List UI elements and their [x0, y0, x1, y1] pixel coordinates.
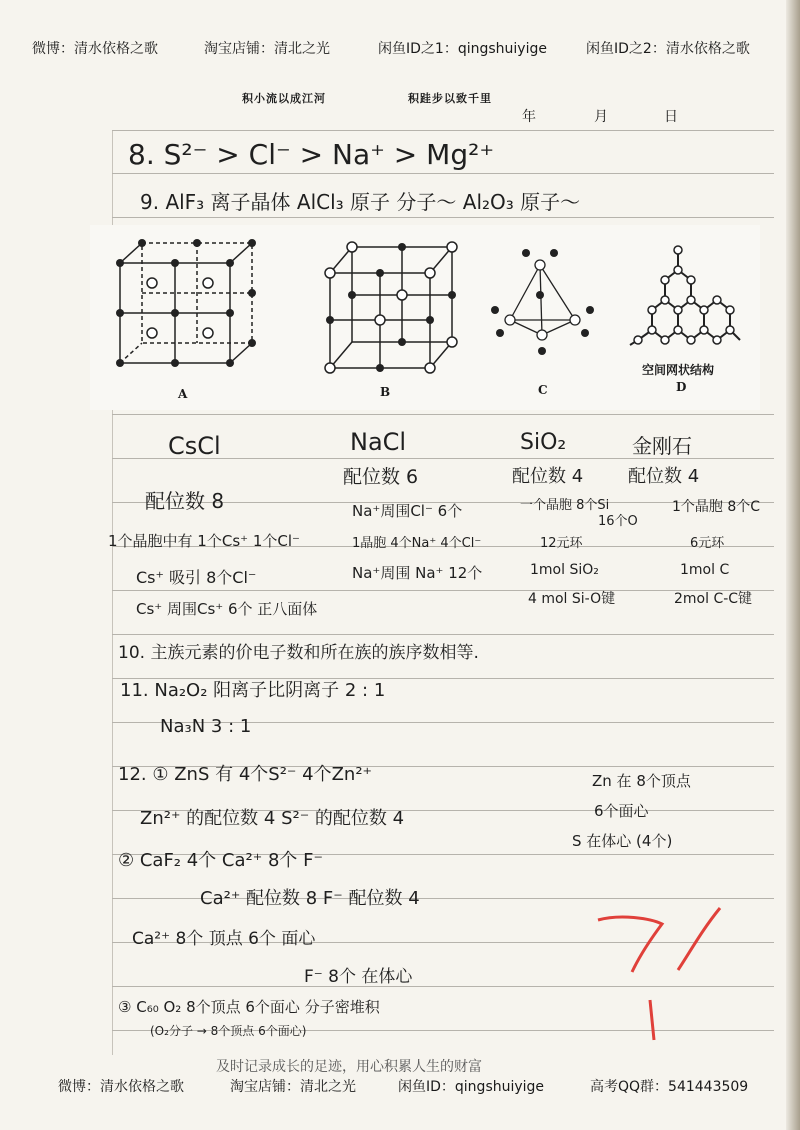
ruled-line	[112, 130, 774, 131]
footer-weibo: 微博：清水依格之歌	[58, 1079, 184, 1095]
diamond-line2: 1个晶胞 8个C	[672, 499, 761, 515]
cscl-line2: 1个晶胞中有 1个Cs⁺ 1个Cl⁻	[108, 532, 300, 550]
diamond-line5: 2mol C-C键	[674, 591, 753, 607]
cscl-line1: 配位数 8	[145, 489, 225, 513]
label-d-caption: 空间网状结构	[642, 363, 715, 377]
structure-b	[325, 242, 457, 373]
diamond-line3: 6元环	[690, 536, 725, 551]
note-q12-right2: 6个面心	[594, 802, 649, 820]
note-q11a: 11. Na₂O₂ 阳离子比阴离子 2 : 1	[120, 680, 386, 701]
note-q12-right1: Zn 在 8个顶点	[592, 772, 691, 790]
footer-xianyu: 闲鱼ID：qingshuiyige	[398, 1079, 545, 1095]
cscl-title: CsCl	[168, 432, 221, 460]
header-weibo: 微博：清水依格之歌	[32, 41, 158, 57]
sio2-line1: 配位数 4	[512, 466, 584, 487]
diamond-line1: 配位数 4	[628, 466, 700, 487]
header-xianyu2: 闲鱼ID之2：清水依格之歌	[586, 41, 750, 57]
red-grade-mark	[580, 900, 740, 1050]
note-q12g: ③ C₆₀ O₂ 8个顶点 6个面心 分子密堆积	[118, 998, 380, 1016]
structure-d	[630, 246, 740, 345]
note-q12c: ② CaF₂ 4个 Ca²⁺ 8个 F⁻	[118, 850, 323, 871]
sio2-line2b: 16个O	[598, 514, 638, 529]
date-day: 日	[664, 109, 678, 125]
note-q8: 8. S²⁻ > Cl⁻ > Na⁺ > Mg²⁺	[128, 138, 495, 171]
date-year: 年	[522, 109, 536, 125]
header-taobao: 淘宝店铺：清北之光	[204, 41, 330, 57]
note-q10: 10. 主族元素的价电子数和所在族的族序数相等.	[118, 643, 479, 663]
nacl-title: NaCl	[350, 428, 407, 456]
label-c: C	[538, 383, 548, 397]
label-a: A	[178, 387, 188, 401]
ruled-line	[112, 634, 774, 635]
note-q9: 9. AlF₃ 离子晶体 AlCl₃ 原子 分子～ Al₂O₃ 原子～	[140, 190, 581, 214]
footer-qq: 高考QQ群：541443509	[590, 1079, 749, 1095]
structure-a	[116, 239, 256, 367]
cscl-line4: Cs⁺ 周围Cs⁺ 6个 正八面体	[136, 600, 318, 618]
sio2-line4: 1mol SiO₂	[530, 562, 599, 578]
nacl-line3: 1晶胞 4个Na⁺ 4个Cl⁻	[352, 536, 482, 551]
nacl-line4: Na⁺周围 Na⁺ 12个	[352, 564, 483, 582]
motto-left: 积小流以成江河	[242, 92, 326, 105]
page-edge	[786, 0, 800, 1130]
structure-c	[491, 249, 594, 355]
cscl-line3: Cs⁺ 吸引 8个Cl⁻	[136, 568, 257, 587]
note-q12a: 12. ① ZnS 有 4个S²⁻ 4个Zn²⁺	[118, 764, 373, 785]
label-b: B	[380, 385, 391, 399]
sio2-line3: 12元环	[540, 536, 583, 551]
motto-right: 积跬步以致千里	[408, 92, 492, 105]
crystal-structure-figure	[90, 225, 760, 410]
diamond-title: 金刚石	[632, 434, 692, 458]
crystal-diagrams	[90, 225, 760, 410]
sio2-line2: 一个晶胞 8个Si	[520, 498, 610, 513]
nacl-line2: Na⁺周围Cl⁻ 6个	[352, 502, 463, 520]
sio2-title: SiO₂	[520, 430, 567, 455]
footer-overlay-slogan: 及时记录成长的足迹，用心积累人生的财富	[216, 1059, 482, 1075]
nacl-line1: 配位数 6	[343, 466, 419, 488]
header-xianyu1: 闲鱼ID之1：qingshuiyige	[378, 41, 547, 57]
diamond-line4: 1mol C	[680, 562, 730, 578]
note-q12e: Ca²⁺ 8个 顶点 6个 面心	[132, 929, 316, 949]
note-q12f: F⁻ 8个 在体心	[304, 967, 413, 987]
sio2-line5: 4 mol Si-O键	[528, 591, 616, 607]
label-d: D	[676, 380, 687, 394]
note-q11b: Na₃N 3 : 1	[160, 716, 252, 737]
note-q12b: Zn²⁺ 的配位数 4 S²⁻ 的配位数 4	[140, 808, 405, 829]
ruled-line	[112, 414, 774, 415]
top-header	[0, 38, 800, 60]
ruled-line	[112, 217, 774, 218]
date-month: 月	[594, 109, 608, 125]
footer-taobao: 淘宝店铺：清北之光	[230, 1079, 356, 1095]
note-q12-right3: S 在体心 (4个)	[572, 832, 673, 850]
note-q12d: Ca²⁺ 配位数 8 F⁻ 配位数 4	[200, 888, 420, 909]
ruled-line	[112, 173, 774, 174]
note-q12h: (O₂分子 → 8个顶点 6个面心)	[150, 1024, 307, 1038]
